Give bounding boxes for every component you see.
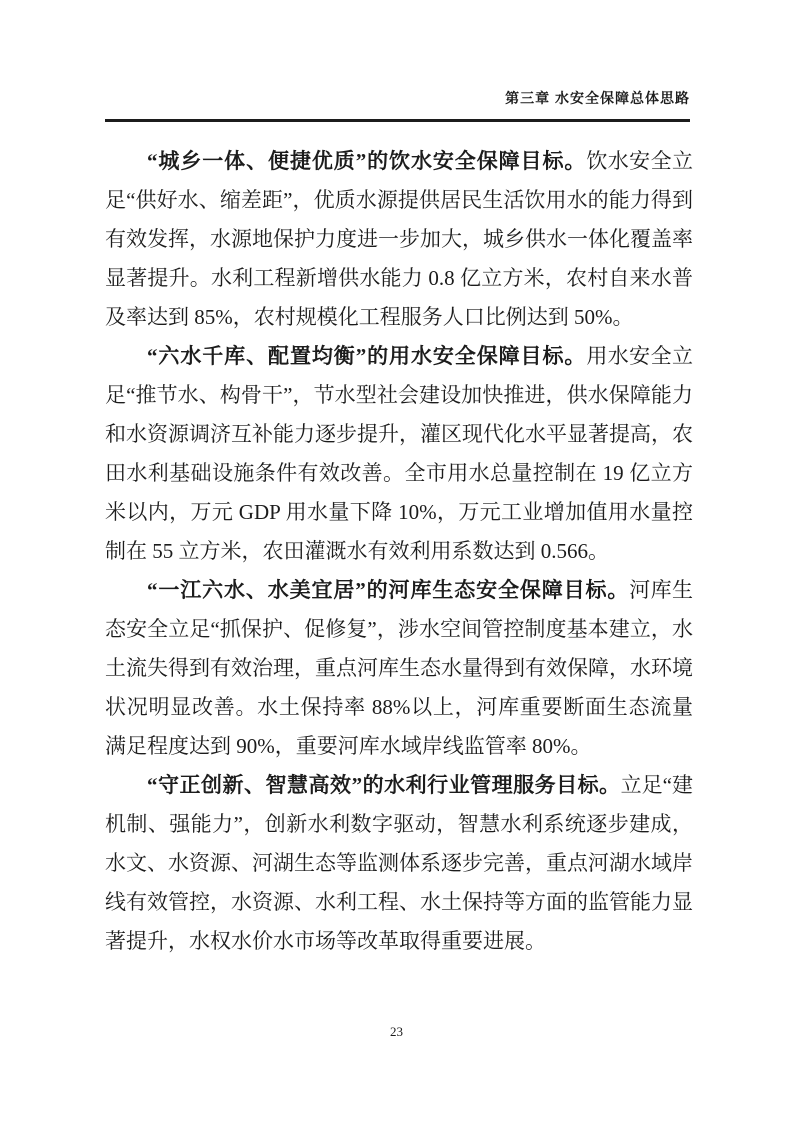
paragraph-lead: “守正创新、智慧高效”的水利行业管理服务目标。 bbox=[147, 773, 621, 797]
paragraph-body: 用水安全立足“推节水、构骨干”，节水型社会建设加快推进，供水保障能力和水资源调济互补能力逐步提升，灌区现代化水平显著提高，农田水利基础设施条件有效改善。全市用水总量控制在 19 亿立方米以内，万元 GDP 用水量下降 10%，万元工业增加值用水量控制在 55 立方米，农田灌溉水有效利用系数达到 0.566。 bbox=[105, 344, 694, 563]
body-text bbox=[105, 142, 693, 961]
paragraph-industry-management-goal bbox=[105, 766, 693, 961]
header-rule bbox=[105, 119, 690, 122]
paragraph-drinking-water-goal bbox=[105, 142, 693, 337]
paragraph-body: 立足“建机制、强能力”，创新水利数字驱动，智慧水利系统逐步建成，水文、水资源、河湖生态等监测体系逐步完善，重点河湖水域岸线有效管控，水资源、水利工程、水土保持等方面的监管能力显著提升，水权水价水市场等改革取得重要进展。 bbox=[105, 773, 693, 953]
paragraph-river-ecology-goal bbox=[105, 571, 693, 766]
paragraph-lead: “六水千库、配置均衡”的用水安全保障目标。 bbox=[147, 344, 587, 368]
chapter-header: 第三章 水安全保障总体思路 bbox=[505, 90, 690, 106]
paragraph-lead: “城乡一体、便捷优质”的饮水安全保障目标。 bbox=[147, 149, 587, 173]
paragraph-body: 饮水安全立足“供好水、缩差距”，优质水源提供居民生活饮用水的能力得到有效发挥，水源地保护力度进一步加大，城乡供水一体化覆盖率显著提升。水利工程新增供水能力 0.8 亿立方米，农村自来水普及率达到 85%，农村规模化工程服务人口比例达到 50%。 bbox=[105, 149, 694, 329]
paragraph-body: 河库生态安全立足“抓保护、促修复”，涉水空间管控制度基本建立，水土流失得到有效治理，重点河库生态水量得到有效保障，水环境状况明显改善。水土保持率 88%以上，河库重要断面生态流量满足程度达到 90%，重要河库水域岸线监管率 80%。 bbox=[105, 578, 694, 758]
paragraph-lead: “一江六水、水美宜居”的河库生态安全保障目标。 bbox=[147, 578, 630, 602]
page-number: 23 bbox=[390, 1024, 403, 1039]
paragraph-water-use-goal bbox=[105, 337, 693, 571]
